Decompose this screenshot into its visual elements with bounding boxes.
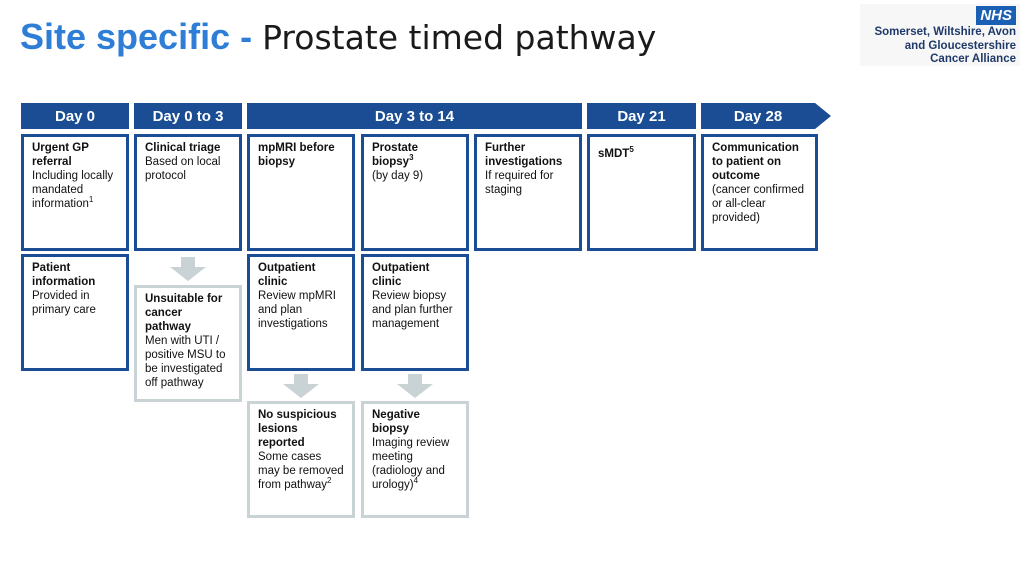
timeline-arrow-head — [815, 103, 831, 129]
further-text: If required for staging — [485, 170, 554, 196]
no-lesions-title: No suspicious lesions reported — [258, 409, 337, 449]
no-lesions-text — [258, 450, 344, 492]
negative-desc: Imaging review meeting (radiology and urology) — [372, 437, 450, 491]
alliance-line3: Cancer Alliance — [930, 53, 1016, 65]
header-day-28: Day 28 — [701, 103, 815, 129]
header-day-0-3: Day 0 to 3 — [134, 103, 242, 129]
title-bold: Site specific - — [20, 16, 253, 57]
footnote-1: 1 — [88, 195, 94, 205]
down-arrow-mpmri — [283, 374, 319, 398]
alliance-line2: and Gloucestershire — [904, 39, 1016, 52]
header-day-21: Day 21 — [587, 103, 696, 129]
smdt-title — [598, 147, 685, 161]
nhs-logo — [860, 4, 1020, 66]
patient-info-text: Provided in primary care — [32, 290, 96, 316]
box-unsuitable — [134, 285, 242, 402]
biopsy-title — [372, 141, 458, 169]
biopsy-title-text: Prostate biopsy — [372, 142, 419, 168]
communication-title: Communication to patient on outcome — [712, 142, 799, 182]
negative-title: Negative biopsy — [372, 409, 420, 435]
negative-text — [372, 436, 458, 492]
box-clinical-triage — [134, 134, 242, 251]
outpatient1-title: Outpatient clinic — [258, 262, 316, 288]
box-no-suspicious-lesions — [247, 401, 355, 518]
gp-referral-text — [32, 169, 118, 211]
outpatient2-text: Review biopsy and plan further management — [372, 290, 453, 330]
alliance-line1: Somerset, Wiltshire, Avon — [874, 26, 1016, 38]
box-outpatient-biopsy — [361, 254, 469, 371]
footnote-5: 5 — [629, 145, 634, 155]
box-further-investigations — [474, 134, 582, 251]
footnote-3: 3 — [409, 153, 414, 163]
mpmri-title: mpMRI before biopsy — [258, 142, 335, 168]
title-rest: Prostate timed pathway — [262, 18, 657, 57]
no-lesions-desc: Some cases may be removed from pathway — [258, 451, 344, 491]
box-outpatient-mpmri — [247, 254, 355, 371]
footnote-4: 4 — [413, 476, 419, 486]
box-communication — [701, 134, 818, 251]
triage-text: Based on local protocol — [145, 156, 221, 182]
down-arrow-biopsy — [397, 374, 433, 398]
box-smdt — [587, 134, 696, 251]
unsuitable-title: Unsuitable for cancer pathway — [145, 293, 223, 333]
nhs-badge: NHS — [976, 6, 1016, 25]
outpatient2-title: Outpatient clinic — [372, 262, 430, 288]
down-arrow-triage — [170, 257, 206, 281]
outpatient1-text: Review mpMRI and plan investigations — [258, 290, 336, 330]
alliance-name — [874, 26, 1016, 67]
triage-title: Clinical triage — [145, 142, 221, 154]
box-prostate-biopsy — [361, 134, 469, 251]
footnote-2: 2 — [327, 476, 332, 486]
unsuitable-text: Men with UTI / positive MSU to be investigated off pathway — [145, 335, 226, 389]
box-patient-information — [21, 254, 129, 371]
communication-text: (cancer confirmed or all-clear provided) — [712, 184, 805, 224]
smdt-title-text: sMDT — [598, 148, 630, 160]
box-mpmri — [247, 134, 355, 251]
box-negative-biopsy — [361, 401, 469, 518]
patient-info-title: Patient information — [32, 262, 96, 288]
further-title: Further investigations — [485, 142, 563, 168]
biopsy-text: (by day 9) — [372, 170, 424, 182]
gp-referral-title: Urgent GP referral — [32, 142, 89, 168]
header-day-3-14: Day 3 to 14 — [247, 103, 582, 129]
header-day-0: Day 0 — [21, 103, 129, 129]
box-gp-referral — [21, 134, 129, 251]
page-title — [20, 16, 656, 58]
gp-referral-desc: Including locally mandated information — [32, 170, 114, 210]
